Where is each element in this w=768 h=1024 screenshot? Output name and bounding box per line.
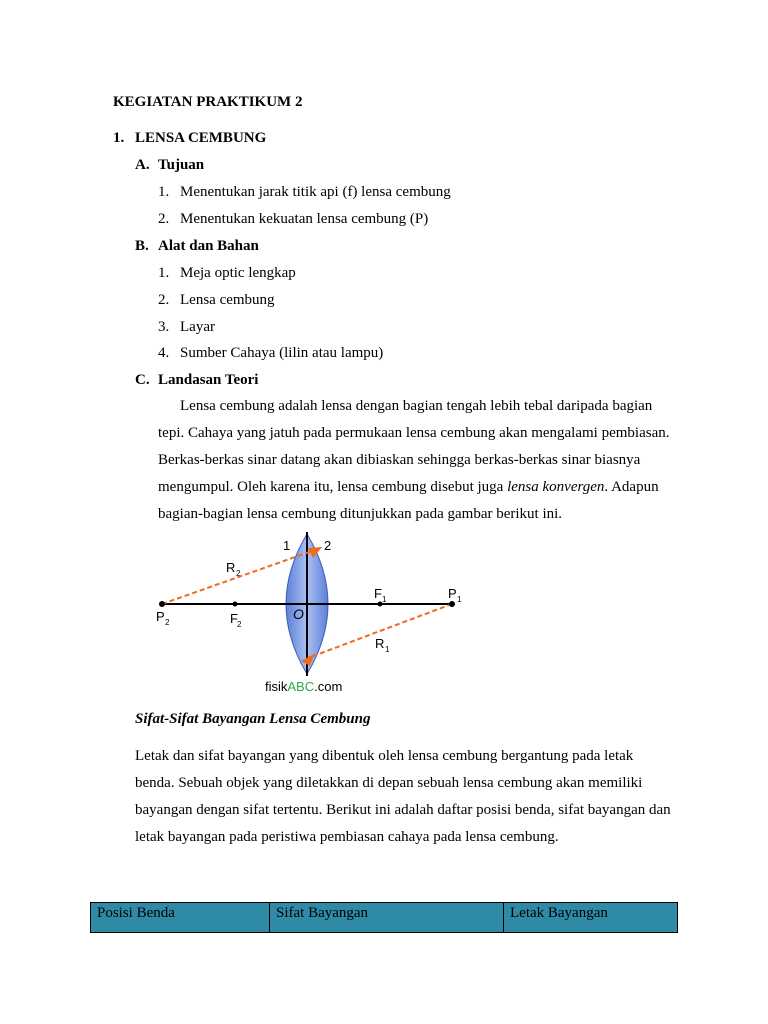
list-item: Lensa cembung xyxy=(180,292,275,308)
paragraph-text: mengumpul. Oleh karena itu, lensa cembung disebut juga xyxy=(158,479,508,495)
list-item: Sumber Cahaya (lilin atau lampu) xyxy=(180,345,384,361)
list-item-number: 2. xyxy=(158,292,170,308)
label-r1-sub: 1 xyxy=(385,645,390,654)
label-r1: R xyxy=(375,636,385,651)
subsection-b-title: Alat dan Bahan xyxy=(158,238,259,254)
subsection-c-letter: C. xyxy=(135,372,150,388)
label-p2: P xyxy=(156,609,165,624)
subsection-c-title: Landasan Teori xyxy=(158,372,259,388)
list-item-number: 1. xyxy=(158,265,170,281)
page-title: KEGIATAN PRAKTIKUM 2 xyxy=(113,94,303,110)
label-o: O xyxy=(293,606,304,622)
paragraph-line: benda. Sebuah objek yang diletakkan di depan sebuah lensa cembung akan memiliki xyxy=(135,775,643,791)
paragraph-text: . Adapun xyxy=(604,479,659,495)
label-2: 2 xyxy=(324,538,332,553)
list-item-number: 4. xyxy=(158,345,170,361)
theory-paragraph xyxy=(158,393,678,528)
label-f2-sub: 2 xyxy=(237,620,242,629)
paragraph-line: Lensa cembung adalah lensa dengan bagian tengah lebih tebal daripada bagian xyxy=(180,398,653,414)
paragraph-line: bagian-bagian lensa cembung ditunjukkan pada gambar berikut ini. xyxy=(158,506,563,522)
label-f1-sub: 1 xyxy=(382,595,387,604)
label-1: 1 xyxy=(283,538,291,553)
list-item-number: 3. xyxy=(158,319,170,335)
table-header-cell: Letak Bayangan xyxy=(504,903,678,933)
subsection-a-letter: A. xyxy=(135,157,150,173)
point-p2 xyxy=(159,601,165,607)
paragraph-line xyxy=(158,474,678,501)
list-item: Layar xyxy=(180,319,215,335)
paragraph-line: bayangan dengan sifat tertentu. Berikut ini adalah daftar posisi benda, sifat bayangan dan xyxy=(135,802,671,818)
sifat-title: Sifat-Sifat Bayangan Lensa Cembung xyxy=(135,711,371,727)
convex-lens-diagram xyxy=(150,530,470,700)
diagram-credit xyxy=(265,679,342,694)
list-item: Menentukan kekuatan lensa cembung (P) xyxy=(180,211,429,227)
point-f2 xyxy=(233,602,238,607)
credit-part: .com xyxy=(314,679,343,694)
label-f2: F xyxy=(230,611,238,626)
paragraph-line: Berkas-berkas sinar datang akan dibiaskan sehingga berkas-berkas sinar biasnya xyxy=(158,452,641,468)
paragraph-line: tepi. Cahaya yang jatuh pada permukaan lensa cembung akan mengalami pembiasan. xyxy=(158,425,670,441)
list-item-number: 2. xyxy=(158,211,170,227)
paragraph-line: Letak dan sifat bayangan yang dibentuk oleh lensa cembung bergantung pada letak xyxy=(135,748,634,764)
table-header-cell: Posisi Benda xyxy=(91,903,270,933)
subsection-a-title: Tujuan xyxy=(158,157,205,173)
sifat-paragraph xyxy=(135,743,680,851)
list-item-number: 1. xyxy=(158,184,170,200)
label-r2: R xyxy=(226,560,236,575)
italic-term: lensa konvergen xyxy=(507,479,605,495)
label-f1: F xyxy=(374,586,382,601)
section-title: LENSA CEMBUNG xyxy=(135,130,267,146)
image-properties-table xyxy=(90,902,678,933)
label-p1: P xyxy=(448,586,457,601)
label-p1-sub: 1 xyxy=(457,595,462,604)
credit-brand: ABC xyxy=(287,679,315,694)
table-header-row xyxy=(91,903,678,933)
section-number: 1. xyxy=(113,130,125,146)
point-p1 xyxy=(449,601,455,607)
label-r2-sub: 2 xyxy=(236,569,241,578)
list-item: Meja optic lengkap xyxy=(180,265,296,281)
table-header-cell: Sifat Bayangan xyxy=(270,903,504,933)
label-p2-sub: 2 xyxy=(165,618,170,627)
list-item: Menentukan jarak titik api (f) lensa cembung xyxy=(180,184,451,200)
paragraph-line: letak bayangan pada peristiwa pembiasan cahaya pada lensa cembung. xyxy=(135,829,559,845)
subsection-b-letter: B. xyxy=(135,238,149,254)
credit-part: fisik xyxy=(265,679,288,694)
